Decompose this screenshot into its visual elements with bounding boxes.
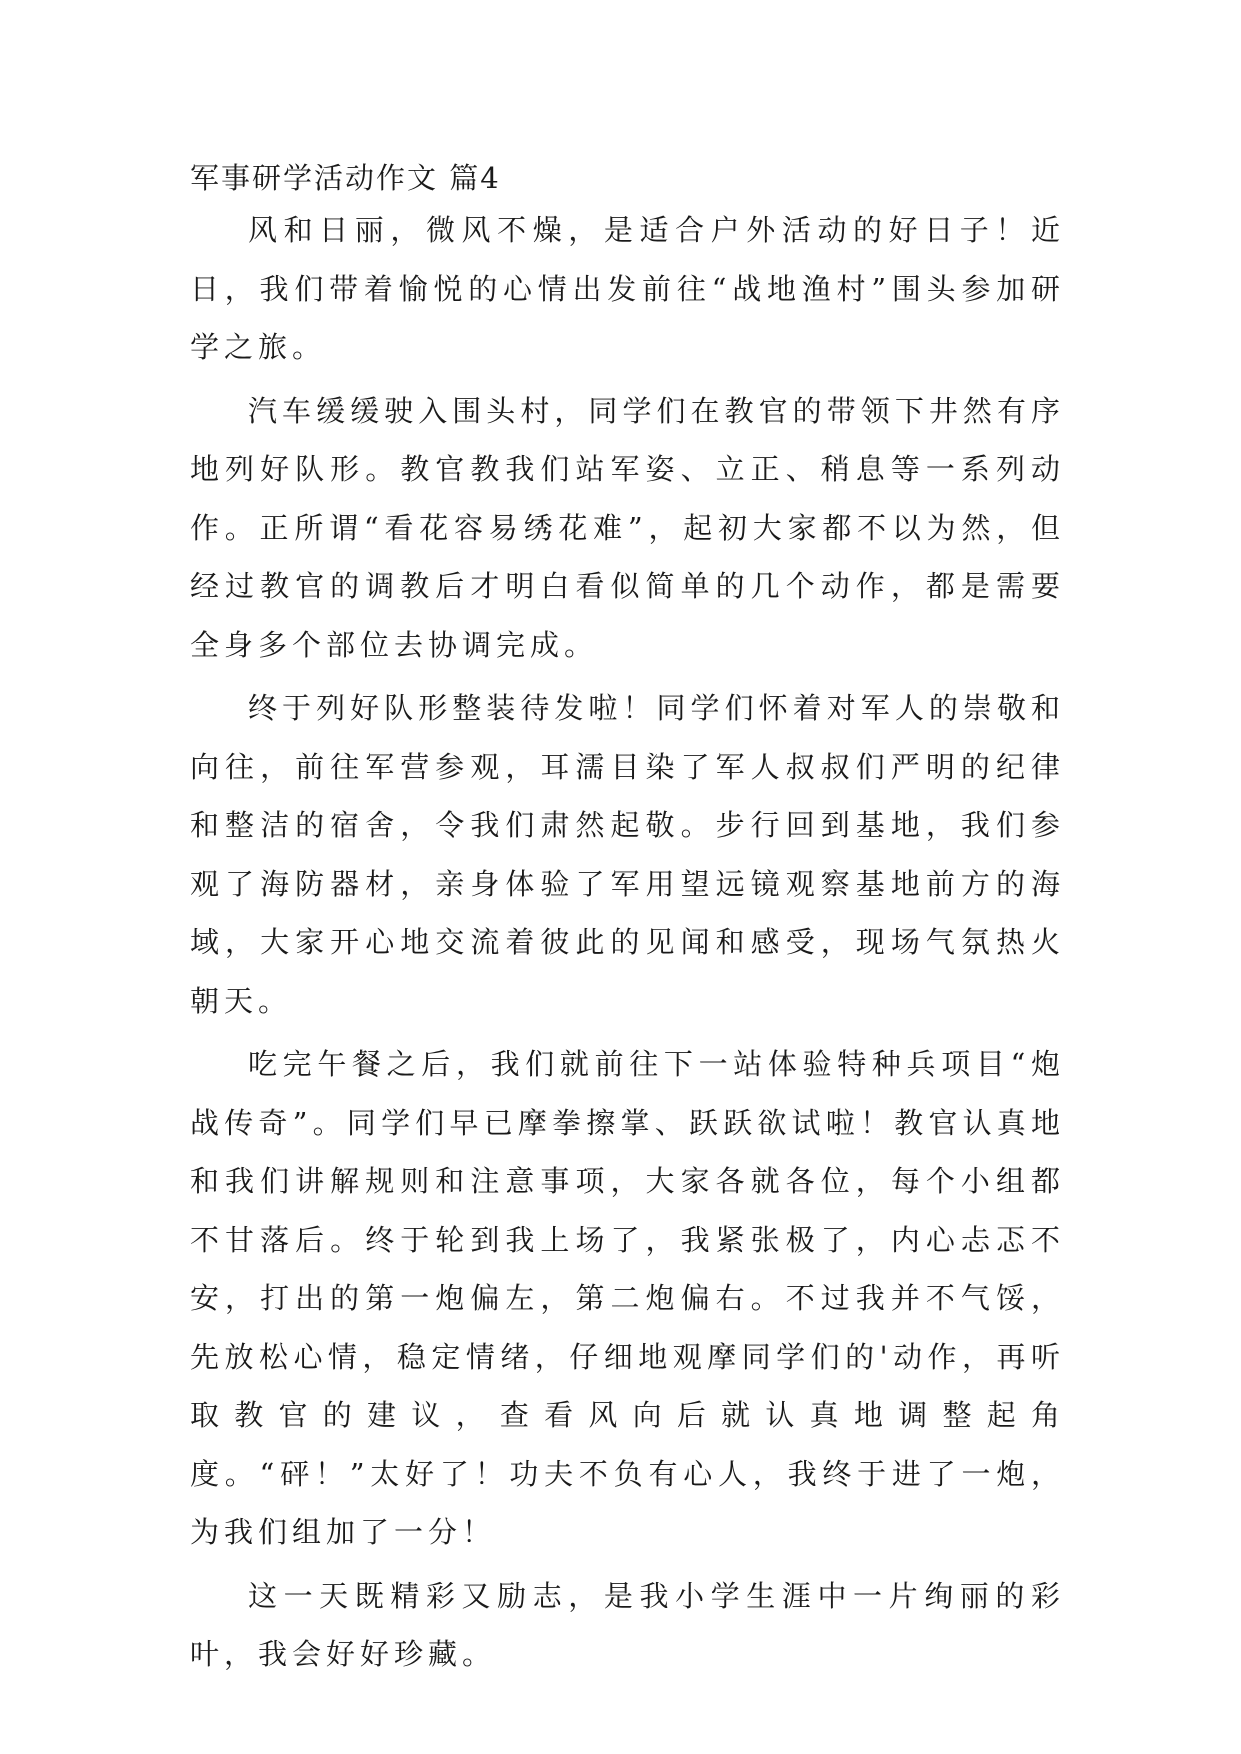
essay-title: 军事研学活动作文 篇4 <box>190 161 501 195</box>
paragraph-2: 汽车缓缓驶入围头村，同学们在教官的带领下井然有序地列好队形。教官教我们站军姿、立正、稍息等一系列动作。正所谓“看花容易绣花难”，起初大家都不以为然，但经过教官的调教后才明白看似简单的几个动作，都是需要全身多个部位去协调完成。 <box>190 393 1065 662</box>
paragraph-1: 风和日丽，微风不燥，是适合户外活动的好日子！近日，我们带着愉悦的心情出发前往“战地渔村”围头参加研学之旅。 <box>190 213 1065 364</box>
paragraph-5: 这一天既精彩又励志，是我小学生涯中一片绚丽的彩叶，我会好好珍藏。 <box>190 1578 1065 1671</box>
essay-body <box>190 158 1065 1684</box>
paragraph-4: 吃完午餐之后，我们就前往下一站体验特种兵项目“炮战传奇”。同学们早已摩拳擦掌、跃跃欲试啦！教官认真地和我们讲解规则和注意事项，大家各就各位，每个小组都不甘落后。终于轮到我上场了，我紧张极了，内心忐忑不安，打出的第一炮偏左，第二炮偏右。不过我并不气馁，先放松心情，稳定情绪，仔细地观摩同学们的'动作，再听取教官的建议，查看风向后就认真地调整起角度。“砰！”太好了！功夫不负有心人，我终于进了一炮，为我们组加了一分！ <box>190 1047 1065 1549</box>
paragraph-3: 终于列好队形整装待发啦！同学们怀着对军人的崇敬和向往，前往军营参观，耳濡目染了军人叔叔们严明的纪律和整洁的宿舍，令我们肃然起敬。步行回到基地，我们参观了海防器材，亲身体验了军用望远镜观察基地前方的海域，大家开心地交流着彼此的见闻和感受，现场气氛热火朝天。 <box>190 691 1065 1018</box>
